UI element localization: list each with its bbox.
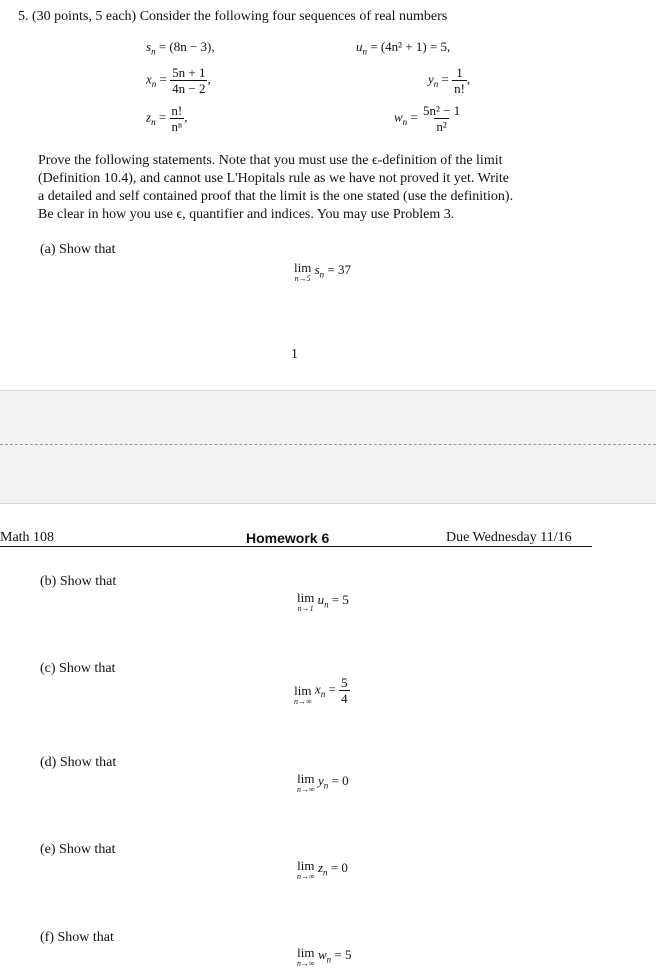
def-z-den: nⁿ <box>171 119 183 134</box>
header-due: Due Wednesday 11/16 <box>446 530 572 545</box>
part-c-lim-op <box>294 685 312 706</box>
part-f-lim-word: lim <box>297 945 315 960</box>
part-f-var: w <box>317 947 327 962</box>
def-s-index: n <box>151 46 156 57</box>
part-e-lim-op <box>297 860 315 881</box>
part-c-den: 4 <box>341 691 348 706</box>
header-course: Math 108 <box>0 530 55 545</box>
def-w-den: n² <box>436 119 447 134</box>
part-a-label: (a) Show that <box>40 242 116 257</box>
header-title: Homework 6 <box>246 530 330 546</box>
def-w-fraction <box>421 104 462 133</box>
def-w: $w_n$ = $\frac{\text{5n² − 1}}{\text{n²}}$ <box>394 103 461 134</box>
page-break-band <box>0 390 656 504</box>
def-z-num: n! <box>171 103 183 118</box>
page-number: 1 <box>291 347 298 362</box>
part-b-var: u <box>317 592 325 607</box>
part-c-label: (c) Show that <box>40 661 116 676</box>
def-z: $z_n$ = $\frac{n!}{\text{nⁿ}}$ , <box>146 103 188 134</box>
def-y-var: y <box>428 71 434 87</box>
def-x-num: 5n + 1 <box>172 65 206 80</box>
part-a-lim-word: lim <box>294 260 312 275</box>
def-u-index: n <box>362 46 367 57</box>
instructions-line-4: Be clear in how you use ϵ, quantifier and indices. You may use Problem 3. <box>38 207 455 222</box>
def-w-var: w <box>394 109 403 125</box>
part-f-lim-sub: n→∞ <box>297 959 315 968</box>
def-z-tail: , <box>184 109 188 125</box>
part-e-var: z <box>317 860 324 875</box>
part-b-lim-word: lim <box>297 590 315 605</box>
part-a-limit <box>294 262 351 283</box>
part-a-var: s <box>314 262 320 277</box>
part-e-lim-sub: n→∞ <box>297 872 315 881</box>
part-c-var: x <box>314 681 321 697</box>
page-break-dashed-line <box>0 444 656 445</box>
problem-heading: 5. (30 points, 5 each) Consider the following four sequences of real numbers <box>18 9 448 24</box>
def-u-var: u <box>356 39 363 54</box>
instructions-line-2: (Definition 10.4), and cannot use L'Hopitals rule as we have not proved it yet. Write <box>38 171 509 186</box>
instructions-line-1: Prove the following statements. Note that you must use the ϵ-definition of the limit <box>38 153 503 168</box>
part-b-index: n <box>324 599 329 610</box>
part-d-value: = 0 <box>331 773 349 788</box>
def-u-rhs: = (4n² + 1) = 5, <box>370 39 451 54</box>
part-d-var: y <box>317 773 324 788</box>
part-d-index: n <box>323 780 329 791</box>
part-f-limit <box>297 947 351 968</box>
part-e-label: (e) Show that <box>40 842 116 857</box>
def-x: $x_n$ = $\frac{5n + 1}{4n - 2}$ , <box>146 65 211 96</box>
part-a-index: n <box>319 269 325 280</box>
def-z-var: z <box>146 109 152 125</box>
part-f-index: n <box>326 954 332 965</box>
part-c-num: 5 <box>341 675 348 690</box>
def-y-index: n <box>433 79 439 90</box>
part-f-lim-op <box>297 947 315 968</box>
part-d-lim-sub: n→∞ <box>297 785 315 794</box>
part-d-label: (d) Show that <box>40 755 117 770</box>
part-d-limit <box>297 773 349 794</box>
def-y-tail: , <box>466 71 471 87</box>
def-y-num: 1 <box>456 65 463 80</box>
part-c-fraction <box>339 676 350 705</box>
def-x-index: n <box>151 79 157 90</box>
def-u <box>356 39 450 57</box>
part-c-limit: lim n→∞ $x_n$ = $\frac{5}{4}$ <box>294 675 348 706</box>
part-e-value: = 0 <box>330 860 348 875</box>
part-a-lim-sub: n→5 <box>294 274 311 283</box>
part-e-lim-word: lim <box>297 858 315 873</box>
def-s-rhs: = (8n − 3), <box>158 39 215 54</box>
instructions-line-3: a detailed and self contained proof that the limit is the one stated (use the definition). <box>38 189 514 204</box>
def-y-den: n! <box>454 81 465 96</box>
part-b-lim-sub: n→1 <box>297 604 314 613</box>
part-e-limit <box>297 860 348 881</box>
def-s-var: s <box>146 39 152 54</box>
def-w-num: 5n² − 1 <box>423 103 461 118</box>
def-w-index: n <box>402 117 408 128</box>
def-y: $y_n$ = $\frac{1}{n!}$ , <box>428 65 471 96</box>
part-a-value: = 37 <box>327 262 351 277</box>
def-y-fraction <box>452 66 467 95</box>
part-f-label: (f) Show that <box>40 930 114 945</box>
part-f-value: = 5 <box>334 947 352 962</box>
part-c-lim-sub: n→∞ <box>294 697 312 706</box>
def-s <box>146 39 215 57</box>
part-c-index: n <box>320 689 326 700</box>
def-x-den: 4n − 2 <box>172 81 206 96</box>
part-e-index: n <box>323 867 328 878</box>
def-z-index: n <box>151 117 156 128</box>
def-x-tail: , <box>207 71 211 87</box>
part-d-lim-op <box>297 773 315 794</box>
part-b-label: (b) Show that <box>40 574 117 589</box>
header-rule <box>0 546 592 547</box>
def-z-fraction <box>169 104 184 133</box>
part-b-limit <box>297 592 349 613</box>
part-a-lim-op <box>294 262 311 283</box>
part-b-value: = 5 <box>331 592 349 607</box>
def-x-fraction <box>170 66 207 95</box>
part-d-lim-word: lim <box>297 771 315 786</box>
def-x-var: x <box>146 71 152 87</box>
part-c-lim-word: lim <box>294 683 312 698</box>
part-b-lim-op <box>297 592 314 613</box>
